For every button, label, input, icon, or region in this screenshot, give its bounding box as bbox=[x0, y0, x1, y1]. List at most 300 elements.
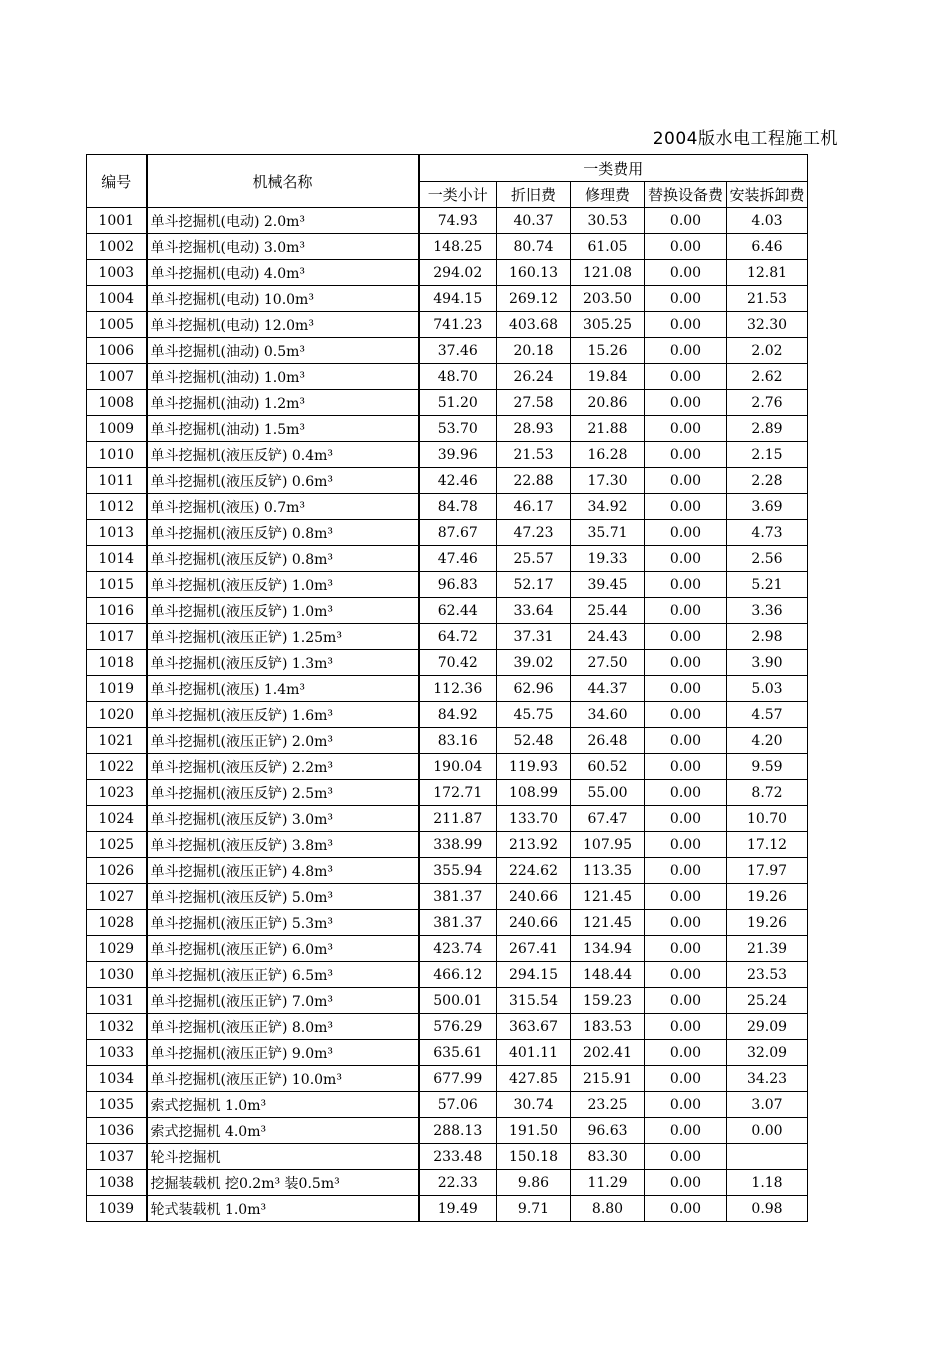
cell-install: 2.15 bbox=[727, 442, 808, 468]
cell-replace: 0.00 bbox=[645, 858, 727, 884]
table-row bbox=[87, 312, 808, 338]
cell-install: 3.90 bbox=[727, 650, 808, 676]
cell-install: 3.36 bbox=[727, 598, 808, 624]
cell-id: 1005 bbox=[87, 312, 147, 338]
cell-id: 1003 bbox=[87, 260, 147, 286]
cell-id: 1029 bbox=[87, 936, 147, 962]
cell-id: 1001 bbox=[87, 208, 147, 234]
cell-repair: 11.29 bbox=[571, 1170, 645, 1196]
cell-replace: 0.00 bbox=[645, 728, 727, 754]
table-row bbox=[87, 364, 808, 390]
cell-install: 1.18 bbox=[727, 1170, 808, 1196]
cell-replace: 0.00 bbox=[645, 286, 727, 312]
table-row bbox=[87, 884, 808, 910]
table-row bbox=[87, 208, 808, 234]
cell-replace: 0.00 bbox=[645, 1040, 727, 1066]
cell-subtotal: 53.70 bbox=[419, 416, 497, 442]
cell-repair: 21.88 bbox=[571, 416, 645, 442]
cell-subtotal: 87.67 bbox=[419, 520, 497, 546]
cell-repair: 34.60 bbox=[571, 702, 645, 728]
cell-install: 12.81 bbox=[727, 260, 808, 286]
cell-replace: 0.00 bbox=[645, 468, 727, 494]
cell-repair: 34.92 bbox=[571, 494, 645, 520]
cell-repair: 26.48 bbox=[571, 728, 645, 754]
cell-replace: 0.00 bbox=[645, 624, 727, 650]
cell-subtotal: 51.20 bbox=[419, 390, 497, 416]
cell-install: 21.53 bbox=[727, 286, 808, 312]
cell-depreciation: 240.66 bbox=[497, 884, 571, 910]
cell-id: 1037 bbox=[87, 1144, 147, 1170]
table-row bbox=[87, 286, 808, 312]
cell-repair: 121.45 bbox=[571, 884, 645, 910]
cell-depreciation: 267.41 bbox=[497, 936, 571, 962]
table-row bbox=[87, 1196, 808, 1222]
cell-id: 1002 bbox=[87, 234, 147, 260]
cell-id: 1009 bbox=[87, 416, 147, 442]
table-row bbox=[87, 1066, 808, 1092]
cell-subtotal: 741.23 bbox=[419, 312, 497, 338]
table-row bbox=[87, 1170, 808, 1196]
machine-cost-table bbox=[86, 154, 808, 1222]
cell-replace: 0.00 bbox=[645, 546, 727, 572]
cell-id: 1034 bbox=[87, 1066, 147, 1092]
cell-subtotal: 381.37 bbox=[419, 884, 497, 910]
cell-id: 1035 bbox=[87, 1092, 147, 1118]
cell-depreciation: 21.53 bbox=[497, 442, 571, 468]
table-row bbox=[87, 754, 808, 780]
cell-depreciation: 108.99 bbox=[497, 780, 571, 806]
cell-repair: 19.33 bbox=[571, 546, 645, 572]
header-name: 机械名称 bbox=[147, 155, 419, 208]
table-row bbox=[87, 650, 808, 676]
header-subtotal: 一类小计 bbox=[419, 182, 497, 208]
cell-replace: 0.00 bbox=[645, 494, 727, 520]
cell-depreciation: 62.96 bbox=[497, 676, 571, 702]
table-row bbox=[87, 858, 808, 884]
cell-install: 5.21 bbox=[727, 572, 808, 598]
cell-install: 4.03 bbox=[727, 208, 808, 234]
cell-id: 1013 bbox=[87, 520, 147, 546]
header-install: 安装拆卸费 bbox=[727, 182, 808, 208]
cell-subtotal: 148.25 bbox=[419, 234, 497, 260]
cell-install: 29.09 bbox=[727, 1014, 808, 1040]
cell-name: 单斗挖掘机(液压反铲) 1.0m³ bbox=[147, 598, 419, 624]
cell-depreciation: 363.67 bbox=[497, 1014, 571, 1040]
cell-depreciation: 45.75 bbox=[497, 702, 571, 728]
cell-depreciation: 119.93 bbox=[497, 754, 571, 780]
cell-depreciation: 25.57 bbox=[497, 546, 571, 572]
cell-install: 2.28 bbox=[727, 468, 808, 494]
table-row bbox=[87, 442, 808, 468]
cell-depreciation: 26.24 bbox=[497, 364, 571, 390]
cell-id: 1028 bbox=[87, 910, 147, 936]
cell-install: 8.72 bbox=[727, 780, 808, 806]
cell-repair: 183.53 bbox=[571, 1014, 645, 1040]
cell-depreciation: 22.88 bbox=[497, 468, 571, 494]
cell-depreciation: 80.74 bbox=[497, 234, 571, 260]
cell-subtotal: 233.48 bbox=[419, 1144, 497, 1170]
cell-replace: 0.00 bbox=[645, 806, 727, 832]
cell-id: 1038 bbox=[87, 1170, 147, 1196]
cell-name: 单斗挖掘机(液压反铲) 1.3m³ bbox=[147, 650, 419, 676]
cell-depreciation: 269.12 bbox=[497, 286, 571, 312]
cell-replace: 0.00 bbox=[645, 962, 727, 988]
cell-repair: 305.25 bbox=[571, 312, 645, 338]
cell-id: 1033 bbox=[87, 1040, 147, 1066]
cell-replace: 0.00 bbox=[645, 650, 727, 676]
cell-repair: 30.53 bbox=[571, 208, 645, 234]
cell-replace: 0.00 bbox=[645, 1066, 727, 1092]
cell-replace: 0.00 bbox=[645, 442, 727, 468]
cell-replace: 0.00 bbox=[645, 910, 727, 936]
cell-name: 单斗挖掘机(液压正铲) 9.0m³ bbox=[147, 1040, 419, 1066]
table-row bbox=[87, 260, 808, 286]
cell-name: 单斗挖掘机(液压正铲) 7.0m³ bbox=[147, 988, 419, 1014]
cell-depreciation: 401.11 bbox=[497, 1040, 571, 1066]
cell-install: 21.39 bbox=[727, 936, 808, 962]
cell-repair: 107.95 bbox=[571, 832, 645, 858]
cell-subtotal: 294.02 bbox=[419, 260, 497, 286]
cell-name: 单斗挖掘机(液压反铲) 0.8m³ bbox=[147, 520, 419, 546]
table-row bbox=[87, 806, 808, 832]
cell-name: 单斗挖掘机(液压正铲) 5.3m³ bbox=[147, 910, 419, 936]
cell-replace: 0.00 bbox=[645, 988, 727, 1014]
cell-name: 单斗挖掘机(液压反铲) 3.0m³ bbox=[147, 806, 419, 832]
cell-name: 单斗挖掘机(电动) 12.0m³ bbox=[147, 312, 419, 338]
cell-install: 2.98 bbox=[727, 624, 808, 650]
table-row bbox=[87, 780, 808, 806]
table-row bbox=[87, 338, 808, 364]
header-id: 编号 bbox=[87, 155, 147, 208]
cell-replace: 0.00 bbox=[645, 1196, 727, 1222]
cell-subtotal: 62.44 bbox=[419, 598, 497, 624]
cell-id: 1016 bbox=[87, 598, 147, 624]
cell-replace: 0.00 bbox=[645, 1170, 727, 1196]
cell-depreciation: 33.64 bbox=[497, 598, 571, 624]
cell-install: 17.97 bbox=[727, 858, 808, 884]
cell-subtotal: 96.83 bbox=[419, 572, 497, 598]
cell-id: 1025 bbox=[87, 832, 147, 858]
cell-install: 10.70 bbox=[727, 806, 808, 832]
document-title: 2004版水电工程施工机 bbox=[652, 129, 838, 149]
cell-replace: 0.00 bbox=[645, 702, 727, 728]
cell-subtotal: 64.72 bbox=[419, 624, 497, 650]
cell-repair: 134.94 bbox=[571, 936, 645, 962]
cell-install: 17.12 bbox=[727, 832, 808, 858]
cell-depreciation: 37.31 bbox=[497, 624, 571, 650]
cell-id: 1030 bbox=[87, 962, 147, 988]
cell-replace: 0.00 bbox=[645, 754, 727, 780]
cell-repair: 15.26 bbox=[571, 338, 645, 364]
cell-install: 9.59 bbox=[727, 754, 808, 780]
cell-name: 单斗挖掘机(液压) 1.4m³ bbox=[147, 676, 419, 702]
cell-id: 1032 bbox=[87, 1014, 147, 1040]
cell-name: 单斗挖掘机(油动) 1.0m³ bbox=[147, 364, 419, 390]
table-row bbox=[87, 1144, 808, 1170]
cell-id: 1019 bbox=[87, 676, 147, 702]
cell-id: 1004 bbox=[87, 286, 147, 312]
cell-subtotal: 172.71 bbox=[419, 780, 497, 806]
cell-id: 1015 bbox=[87, 572, 147, 598]
cell-name: 单斗挖掘机(液压正铲) 8.0m³ bbox=[147, 1014, 419, 1040]
cell-repair: 39.45 bbox=[571, 572, 645, 598]
cell-name: 单斗挖掘机(液压反铲) 3.8m³ bbox=[147, 832, 419, 858]
cell-depreciation: 160.13 bbox=[497, 260, 571, 286]
cell-install: 4.57 bbox=[727, 702, 808, 728]
cell-name: 单斗挖掘机(电动) 4.0m³ bbox=[147, 260, 419, 286]
cell-name: 单斗挖掘机(液压反铲) 0.6m³ bbox=[147, 468, 419, 494]
cell-subtotal: 83.16 bbox=[419, 728, 497, 754]
cell-install: 4.20 bbox=[727, 728, 808, 754]
cell-repair: 159.23 bbox=[571, 988, 645, 1014]
cell-install: 2.89 bbox=[727, 416, 808, 442]
cell-replace: 0.00 bbox=[645, 572, 727, 598]
cell-subtotal: 84.92 bbox=[419, 702, 497, 728]
cell-install: 2.62 bbox=[727, 364, 808, 390]
cell-name: 轮斗挖掘机 bbox=[147, 1144, 419, 1170]
cell-subtotal: 47.46 bbox=[419, 546, 497, 572]
cell-replace: 0.00 bbox=[645, 208, 727, 234]
cell-repair: 61.05 bbox=[571, 234, 645, 260]
cell-name: 单斗挖掘机(液压正铲) 4.8m³ bbox=[147, 858, 419, 884]
cell-repair: 60.52 bbox=[571, 754, 645, 780]
cell-name: 单斗挖掘机(电动) 2.0m³ bbox=[147, 208, 419, 234]
cell-replace: 0.00 bbox=[645, 312, 727, 338]
cell-name: 单斗挖掘机(油动) 1.5m³ bbox=[147, 416, 419, 442]
cell-install: 32.30 bbox=[727, 312, 808, 338]
table-row bbox=[87, 572, 808, 598]
cell-subtotal: 70.42 bbox=[419, 650, 497, 676]
cell-depreciation: 30.74 bbox=[497, 1092, 571, 1118]
cell-repair: 19.84 bbox=[571, 364, 645, 390]
cell-repair: 35.71 bbox=[571, 520, 645, 546]
cell-name: 单斗挖掘机(液压正铲) 10.0m³ bbox=[147, 1066, 419, 1092]
cell-depreciation: 52.17 bbox=[497, 572, 571, 598]
cell-subtotal: 355.94 bbox=[419, 858, 497, 884]
table-row bbox=[87, 936, 808, 962]
cell-name: 单斗挖掘机(液压正铲) 6.0m³ bbox=[147, 936, 419, 962]
cell-install: 3.69 bbox=[727, 494, 808, 520]
cell-depreciation: 240.66 bbox=[497, 910, 571, 936]
cell-subtotal: 74.93 bbox=[419, 208, 497, 234]
cell-install: 19.26 bbox=[727, 884, 808, 910]
cell-id: 1014 bbox=[87, 546, 147, 572]
cell-depreciation: 191.50 bbox=[497, 1118, 571, 1144]
cell-depreciation: 28.93 bbox=[497, 416, 571, 442]
cell-replace: 0.00 bbox=[645, 260, 727, 286]
cell-repair: 8.80 bbox=[571, 1196, 645, 1222]
cell-depreciation: 52.48 bbox=[497, 728, 571, 754]
cell-id: 1006 bbox=[87, 338, 147, 364]
cell-name: 单斗挖掘机(液压反铲) 0.4m³ bbox=[147, 442, 419, 468]
cell-name: 单斗挖掘机(电动) 10.0m³ bbox=[147, 286, 419, 312]
table-row bbox=[87, 1014, 808, 1040]
cell-depreciation: 403.68 bbox=[497, 312, 571, 338]
cell-repair: 121.45 bbox=[571, 910, 645, 936]
cell-subtotal: 22.33 bbox=[419, 1170, 497, 1196]
header-repair: 修理费 bbox=[571, 182, 645, 208]
cell-install: 34.23 bbox=[727, 1066, 808, 1092]
table-row bbox=[87, 1118, 808, 1144]
cell-name: 索式挖掘机 1.0m³ bbox=[147, 1092, 419, 1118]
header-replace: 替换设备费 bbox=[645, 182, 727, 208]
cell-install: 6.46 bbox=[727, 234, 808, 260]
cell-replace: 0.00 bbox=[645, 390, 727, 416]
cell-replace: 0.00 bbox=[645, 364, 727, 390]
cell-install: 2.02 bbox=[727, 338, 808, 364]
cell-install: 23.53 bbox=[727, 962, 808, 988]
cell-depreciation: 427.85 bbox=[497, 1066, 571, 1092]
cell-id: 1027 bbox=[87, 884, 147, 910]
cell-subtotal: 338.99 bbox=[419, 832, 497, 858]
cell-depreciation: 39.02 bbox=[497, 650, 571, 676]
cell-subtotal: 677.99 bbox=[419, 1066, 497, 1092]
cell-name: 单斗挖掘机(液压正铲) 6.5m³ bbox=[147, 962, 419, 988]
cell-name: 单斗挖掘机(液压) 0.7m³ bbox=[147, 494, 419, 520]
table-row bbox=[87, 988, 808, 1014]
cell-repair: 25.44 bbox=[571, 598, 645, 624]
cell-repair: 121.08 bbox=[571, 260, 645, 286]
cell-id: 1036 bbox=[87, 1118, 147, 1144]
cell-name: 单斗挖掘机(液压正铲) 1.25m³ bbox=[147, 624, 419, 650]
cell-subtotal: 494.15 bbox=[419, 286, 497, 312]
table-row bbox=[87, 1040, 808, 1066]
cell-replace: 0.00 bbox=[645, 234, 727, 260]
cell-name: 轮式装载机 1.0m³ bbox=[147, 1196, 419, 1222]
cell-subtotal: 635.61 bbox=[419, 1040, 497, 1066]
cell-depreciation: 224.62 bbox=[497, 858, 571, 884]
table-row bbox=[87, 962, 808, 988]
cell-install: 19.26 bbox=[727, 910, 808, 936]
cell-name: 单斗挖掘机(液压反铲) 2.2m³ bbox=[147, 754, 419, 780]
cell-name: 索式挖掘机 4.0m³ bbox=[147, 1118, 419, 1144]
cell-depreciation: 315.54 bbox=[497, 988, 571, 1014]
cell-replace: 0.00 bbox=[645, 1118, 727, 1144]
cell-subtotal: 423.74 bbox=[419, 936, 497, 962]
cell-replace: 0.00 bbox=[645, 832, 727, 858]
cell-subtotal: 19.49 bbox=[419, 1196, 497, 1222]
cell-repair: 202.41 bbox=[571, 1040, 645, 1066]
cell-name: 单斗挖掘机(液压反铲) 1.6m³ bbox=[147, 702, 419, 728]
cell-depreciation: 40.37 bbox=[497, 208, 571, 234]
table-row bbox=[87, 234, 808, 260]
table-row bbox=[87, 468, 808, 494]
cell-id: 1022 bbox=[87, 754, 147, 780]
cell-repair: 24.43 bbox=[571, 624, 645, 650]
cell-id: 1008 bbox=[87, 390, 147, 416]
cell-name: 单斗挖掘机(液压反铲) 2.5m³ bbox=[147, 780, 419, 806]
table-row bbox=[87, 624, 808, 650]
cell-repair: 23.25 bbox=[571, 1092, 645, 1118]
cell-subtotal: 466.12 bbox=[419, 962, 497, 988]
cell-install: 2.56 bbox=[727, 546, 808, 572]
cell-id: 1007 bbox=[87, 364, 147, 390]
cell-install: 5.03 bbox=[727, 676, 808, 702]
cell-depreciation: 133.70 bbox=[497, 806, 571, 832]
cell-replace: 0.00 bbox=[645, 520, 727, 546]
cell-subtotal: 48.70 bbox=[419, 364, 497, 390]
cell-subtotal: 39.96 bbox=[419, 442, 497, 468]
cell-install bbox=[727, 1144, 808, 1170]
table-row bbox=[87, 728, 808, 754]
cell-id: 1026 bbox=[87, 858, 147, 884]
cell-depreciation: 294.15 bbox=[497, 962, 571, 988]
cell-install: 25.24 bbox=[727, 988, 808, 1014]
cell-name: 单斗挖掘机(液压反铲) 1.0m³ bbox=[147, 572, 419, 598]
cell-repair: 16.28 bbox=[571, 442, 645, 468]
cell-id: 1039 bbox=[87, 1196, 147, 1222]
cell-subtotal: 112.36 bbox=[419, 676, 497, 702]
cell-id: 1018 bbox=[87, 650, 147, 676]
table-row bbox=[87, 676, 808, 702]
cell-subtotal: 57.06 bbox=[419, 1092, 497, 1118]
cell-name: 挖掘装载机 挖0.2m³ 装0.5m³ bbox=[147, 1170, 419, 1196]
cell-subtotal: 84.78 bbox=[419, 494, 497, 520]
cell-repair: 67.47 bbox=[571, 806, 645, 832]
cell-install: 3.07 bbox=[727, 1092, 808, 1118]
cell-repair: 113.35 bbox=[571, 858, 645, 884]
cell-name: 单斗挖掘机(液压反铲) 5.0m³ bbox=[147, 884, 419, 910]
cell-id: 1024 bbox=[87, 806, 147, 832]
cell-name: 单斗挖掘机(液压正铲) 2.0m³ bbox=[147, 728, 419, 754]
cell-depreciation: 20.18 bbox=[497, 338, 571, 364]
cell-replace: 0.00 bbox=[645, 1092, 727, 1118]
cell-subtotal: 288.13 bbox=[419, 1118, 497, 1144]
cell-name: 单斗挖掘机(油动) 1.2m³ bbox=[147, 390, 419, 416]
cell-replace: 0.00 bbox=[645, 936, 727, 962]
cell-subtotal: 37.46 bbox=[419, 338, 497, 364]
cell-repair: 27.50 bbox=[571, 650, 645, 676]
cell-repair: 55.00 bbox=[571, 780, 645, 806]
cell-replace: 0.00 bbox=[645, 598, 727, 624]
cell-subtotal: 190.04 bbox=[419, 754, 497, 780]
table-body bbox=[87, 208, 808, 1222]
cell-depreciation: 27.58 bbox=[497, 390, 571, 416]
cell-id: 1012 bbox=[87, 494, 147, 520]
cell-repair: 17.30 bbox=[571, 468, 645, 494]
table-row bbox=[87, 598, 808, 624]
cell-subtotal: 211.87 bbox=[419, 806, 497, 832]
cell-repair: 96.63 bbox=[571, 1118, 645, 1144]
cell-id: 1017 bbox=[87, 624, 147, 650]
cell-install: 0.98 bbox=[727, 1196, 808, 1222]
cell-depreciation: 150.18 bbox=[497, 1144, 571, 1170]
cell-subtotal: 500.01 bbox=[419, 988, 497, 1014]
cell-id: 1011 bbox=[87, 468, 147, 494]
cell-subtotal: 42.46 bbox=[419, 468, 497, 494]
cell-depreciation: 9.71 bbox=[497, 1196, 571, 1222]
cell-replace: 0.00 bbox=[645, 780, 727, 806]
cell-repair: 148.44 bbox=[571, 962, 645, 988]
cell-repair: 83.30 bbox=[571, 1144, 645, 1170]
cell-install: 2.76 bbox=[727, 390, 808, 416]
cell-id: 1023 bbox=[87, 780, 147, 806]
cell-depreciation: 46.17 bbox=[497, 494, 571, 520]
cell-install: 0.00 bbox=[727, 1118, 808, 1144]
cell-subtotal: 381.37 bbox=[419, 910, 497, 936]
table-row bbox=[87, 1092, 808, 1118]
cell-replace: 0.00 bbox=[645, 884, 727, 910]
table-row bbox=[87, 390, 808, 416]
table-row bbox=[87, 546, 808, 572]
cell-subtotal: 576.29 bbox=[419, 1014, 497, 1040]
cell-name: 单斗挖掘机(电动) 3.0m³ bbox=[147, 234, 419, 260]
cell-name: 单斗挖掘机(油动) 0.5m³ bbox=[147, 338, 419, 364]
cell-id: 1010 bbox=[87, 442, 147, 468]
cell-install: 4.73 bbox=[727, 520, 808, 546]
header-depreciation: 折旧费 bbox=[497, 182, 571, 208]
cell-replace: 0.00 bbox=[645, 1144, 727, 1170]
